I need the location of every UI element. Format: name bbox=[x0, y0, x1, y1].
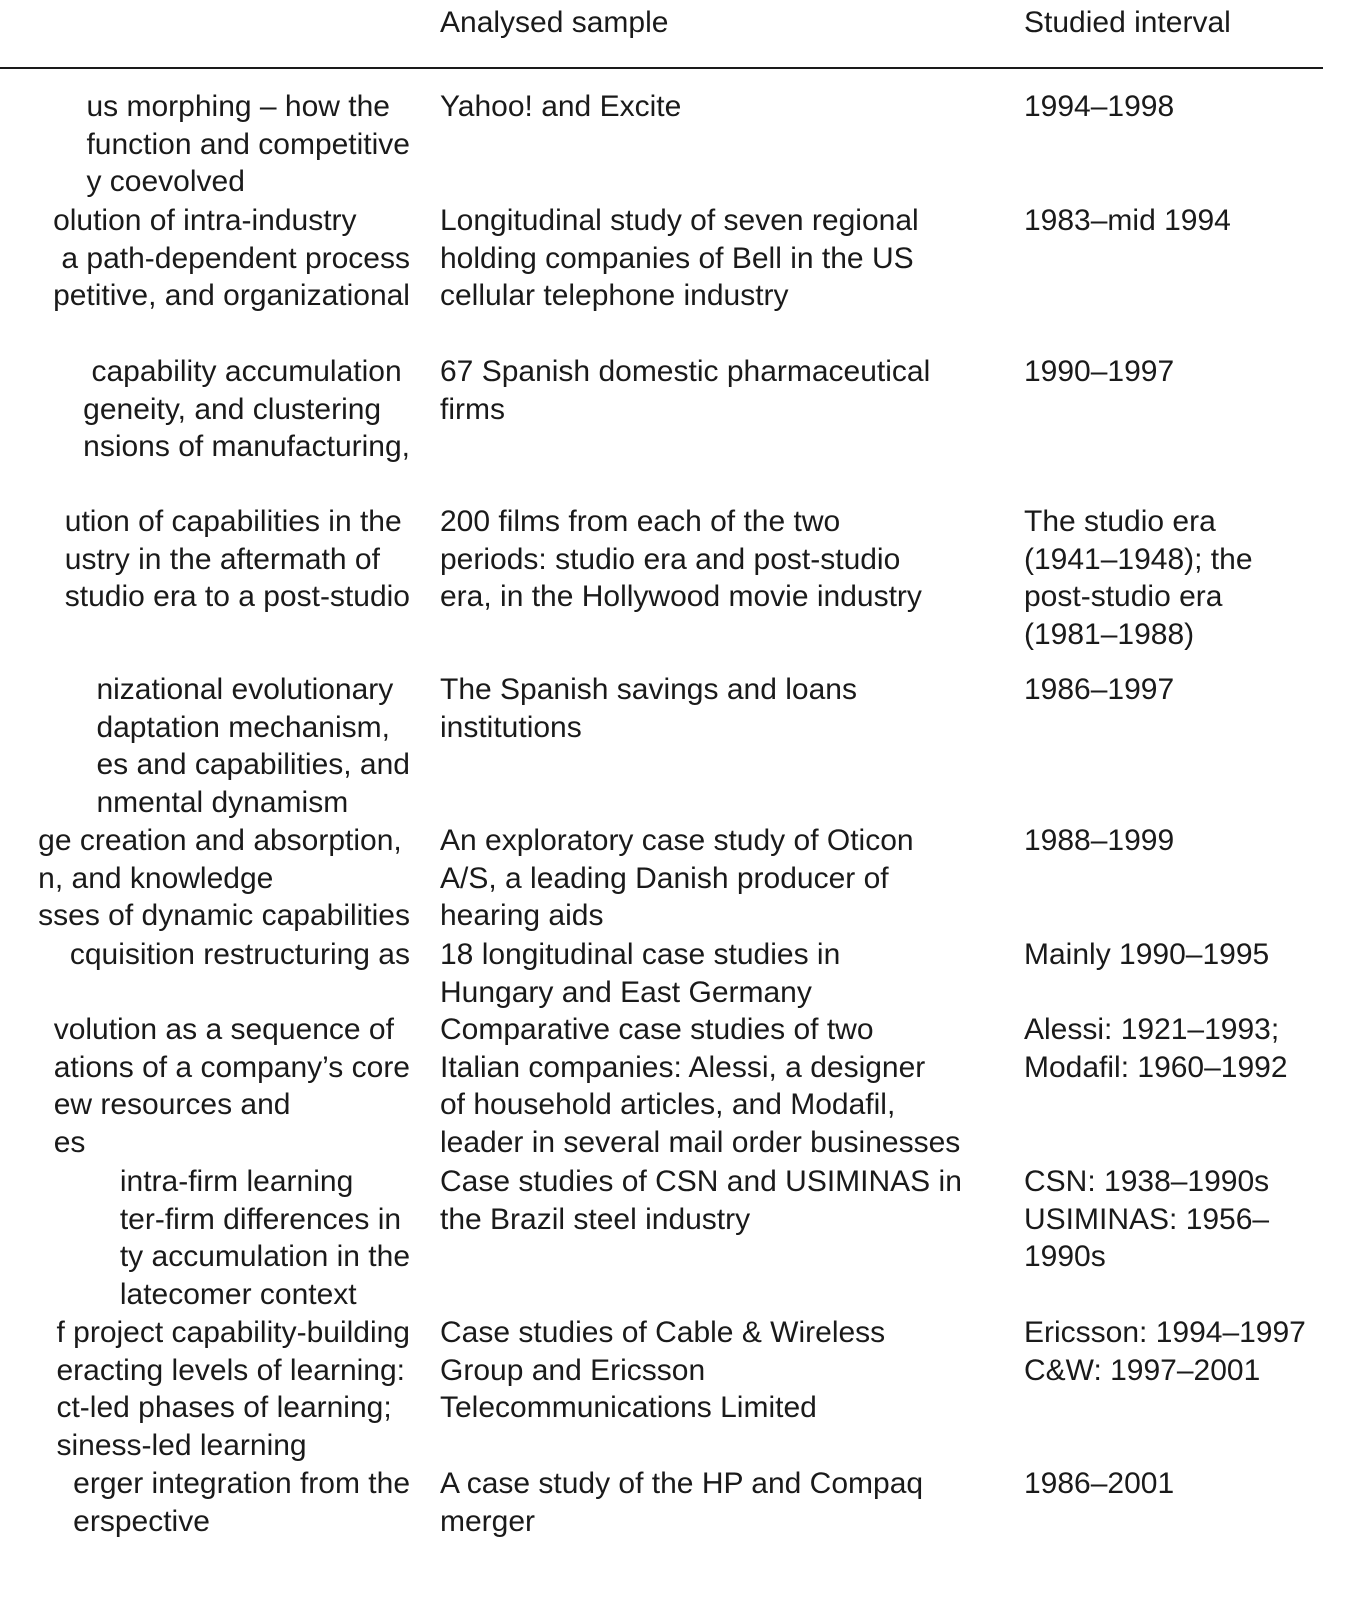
description-cell bbox=[0, 822, 410, 939]
header-rule bbox=[0, 67, 1323, 69]
description-line: ty accumulation in the bbox=[119, 1240, 410, 1274]
sample-cell-line: Telecommunications Limited bbox=[440, 1391, 817, 1425]
sample-cell-line: The Spanish savings and loans bbox=[440, 673, 857, 706]
description-line: ution of capabilities in the bbox=[64, 505, 402, 538]
description-line: function and competitive bbox=[86, 127, 410, 161]
sample-cell-line: A case study of the HP and Compaq bbox=[440, 1467, 924, 1500]
sample-cell-line: 18 longitudinal case studies in bbox=[440, 938, 841, 971]
interval-cell bbox=[1024, 353, 1174, 391]
sample-cell-line: 67 Spanish domestic pharmaceutical bbox=[440, 355, 931, 388]
description-line: studio era to a post-studio bbox=[64, 580, 410, 614]
sample-cell-line: Group and Ericsson bbox=[440, 1353, 706, 1387]
sample-cell bbox=[440, 1314, 885, 1427]
description-cell bbox=[0, 202, 410, 319]
interval-cell-line: Modafil: 1960–1992 bbox=[1024, 1050, 1288, 1084]
description-line: ations of a company’s core bbox=[53, 1050, 410, 1084]
interval-cell-line: (1941–1948); the bbox=[1024, 542, 1253, 576]
description-text bbox=[86, 88, 410, 201]
description-cell bbox=[0, 671, 410, 825]
interval-cell bbox=[1024, 936, 1269, 974]
description-cell bbox=[0, 936, 410, 978]
description-line: es bbox=[53, 1125, 86, 1159]
sample-cell bbox=[440, 1163, 962, 1238]
description-line: ct-led phases of learning; bbox=[56, 1391, 392, 1425]
description-line: daptation mechanism, bbox=[96, 710, 390, 744]
sample-cell-line: institutions bbox=[440, 710, 582, 744]
description-cell bbox=[0, 1314, 410, 1468]
interval-cell-line: Alessi: 1921–1993; bbox=[1024, 1013, 1280, 1046]
sample-cell-line: merger bbox=[440, 1504, 536, 1538]
interval-cell-line: 1990s bbox=[1024, 1240, 1106, 1274]
description-line: n, and knowledge bbox=[38, 861, 274, 895]
description-text bbox=[120, 1163, 410, 1313]
interval-cell-line: (1981–1988) bbox=[1024, 617, 1195, 651]
description-line: f project capability-building bbox=[56, 1316, 410, 1349]
sample-cell bbox=[440, 671, 857, 746]
description-line: erger integration from the bbox=[73, 1467, 410, 1500]
sample-cell-line: leader in several mail order businesses bbox=[440, 1125, 961, 1159]
interval-cell bbox=[1024, 88, 1174, 126]
sample-cell bbox=[440, 936, 840, 1011]
description-cell bbox=[0, 1011, 410, 1165]
sample-cell-line: hearing aids bbox=[440, 899, 604, 933]
sample-cell-line: periods: studio era and post-studio bbox=[440, 542, 901, 576]
sample-cell-line: Longitudinal study of seven regional bbox=[440, 204, 919, 237]
description-text bbox=[56, 1314, 410, 1464]
description-line: capability accumulation bbox=[83, 355, 402, 388]
description-cell bbox=[0, 88, 410, 205]
description-line: intra-firm learning bbox=[119, 1165, 354, 1198]
interval-cell bbox=[1024, 822, 1174, 860]
sample-cell bbox=[440, 353, 930, 428]
sample-cell-line: A/S, a leading Danish producer of bbox=[440, 861, 889, 895]
interval-cell bbox=[1024, 1163, 1269, 1276]
sample-cell-line: 200 films from each of the two bbox=[440, 505, 841, 538]
interval-cell-line: CSN: 1938–1990s bbox=[1024, 1165, 1270, 1198]
description-text bbox=[83, 353, 410, 466]
description-line: a path-dependent process bbox=[53, 241, 410, 275]
description-line: us morphing – how the bbox=[86, 90, 390, 123]
sample-cell-line: Yahoo! and Excite bbox=[440, 90, 682, 123]
sample-cell-line: firms bbox=[440, 392, 505, 426]
description-line: ustry in the aftermath of bbox=[64, 542, 380, 576]
description-cell bbox=[0, 1465, 410, 1544]
sample-cell bbox=[440, 202, 919, 315]
description-line: es and capabilities, and bbox=[96, 748, 410, 782]
description-cell bbox=[0, 353, 410, 470]
description-line: ge creation and absorption, bbox=[38, 824, 402, 857]
description-text bbox=[65, 503, 410, 616]
description-text bbox=[96, 671, 410, 821]
sample-cell-line: Italian companies: Alessi, a designer bbox=[440, 1050, 926, 1084]
description-line: y coevolved bbox=[86, 165, 245, 199]
description-cell bbox=[0, 1163, 410, 1317]
interval-cell bbox=[1024, 671, 1174, 709]
interval-cell-line: Ericsson: 1994–1997 bbox=[1024, 1316, 1306, 1349]
sample-cell-line: the Brazil steel industry bbox=[440, 1202, 751, 1236]
header-studied-interval: Studied interval bbox=[1024, 6, 1231, 39]
sample-cell-line: Hungary and East Germany bbox=[440, 975, 812, 1009]
interval-cell-line: 1983–mid 1994 bbox=[1024, 204, 1231, 237]
description-line: sses of dynamic capabilities bbox=[38, 899, 410, 933]
sample-cell-line: Case studies of Cable & Wireless bbox=[440, 1316, 886, 1349]
interval-cell bbox=[1024, 503, 1253, 653]
interval-cell-line: C&W: 1997–2001 bbox=[1024, 1353, 1261, 1387]
sample-cell bbox=[440, 1011, 960, 1161]
interval-cell bbox=[1024, 202, 1231, 240]
description-line: ew resources and bbox=[53, 1088, 291, 1122]
interval-cell bbox=[1024, 1465, 1174, 1503]
interval-cell-line: post-studio era bbox=[1024, 580, 1223, 614]
interval-cell bbox=[1024, 1314, 1306, 1389]
interval-cell-line: The studio era bbox=[1024, 505, 1216, 538]
sample-cell-line: Comparative case studies of two bbox=[440, 1013, 874, 1046]
interval-cell-line: 1986–1997 bbox=[1024, 673, 1175, 706]
description-line: ter-firm differences in bbox=[119, 1202, 402, 1236]
sample-cell-line: Case studies of CSN and USIMINAS in bbox=[440, 1165, 962, 1198]
sample-cell bbox=[440, 1465, 923, 1540]
interval-cell-line: 1986–2001 bbox=[1024, 1467, 1175, 1500]
sample-cell bbox=[440, 88, 681, 126]
sample-cell bbox=[440, 503, 922, 616]
description-text bbox=[70, 936, 410, 974]
sample-cell-line: holding companies of Bell in the US bbox=[440, 241, 914, 275]
description-line: nizational evolutionary bbox=[96, 673, 394, 706]
description-line: nsions of manufacturing, bbox=[83, 430, 410, 464]
sample-cell-line: An exploratory case study of Oticon bbox=[440, 824, 914, 857]
description-text bbox=[38, 822, 410, 935]
sample-cell-line: of household articles, and Modafil, bbox=[440, 1088, 896, 1122]
description-line: volution as a sequence of bbox=[53, 1013, 394, 1046]
header-analysed-sample: Analysed sample bbox=[440, 6, 669, 39]
description-line: erspective bbox=[73, 1504, 210, 1538]
interval-cell bbox=[1024, 1011, 1288, 1086]
description-text bbox=[54, 1011, 410, 1161]
description-cell bbox=[0, 503, 410, 620]
sample-cell bbox=[440, 822, 914, 935]
description-text bbox=[73, 1465, 410, 1540]
interval-cell-line: 1988–1999 bbox=[1024, 824, 1175, 857]
description-line: eracting levels of learning: bbox=[56, 1353, 405, 1387]
description-text bbox=[53, 202, 410, 315]
description-line: cquisition restructuring as bbox=[69, 938, 410, 971]
interval-cell-line: Mainly 1990–1995 bbox=[1024, 938, 1270, 971]
description-line: latecomer context bbox=[119, 1277, 357, 1311]
sample-cell-line: cellular telephone industry bbox=[440, 279, 789, 313]
interval-cell-line: 1994–1998 bbox=[1024, 90, 1175, 123]
interval-cell-line: USIMINAS: 1956– bbox=[1024, 1202, 1270, 1236]
description-line: siness-led learning bbox=[56, 1428, 307, 1462]
sample-cell-line: era, in the Hollywood movie industry bbox=[440, 580, 922, 614]
description-line: olution of intra-industry bbox=[53, 204, 357, 237]
description-line: petitive, and organizational bbox=[53, 279, 410, 313]
description-line: geneity, and clustering bbox=[83, 392, 382, 426]
description-line: nmental dynamism bbox=[96, 785, 349, 819]
interval-cell-line: 1990–1997 bbox=[1024, 355, 1175, 388]
